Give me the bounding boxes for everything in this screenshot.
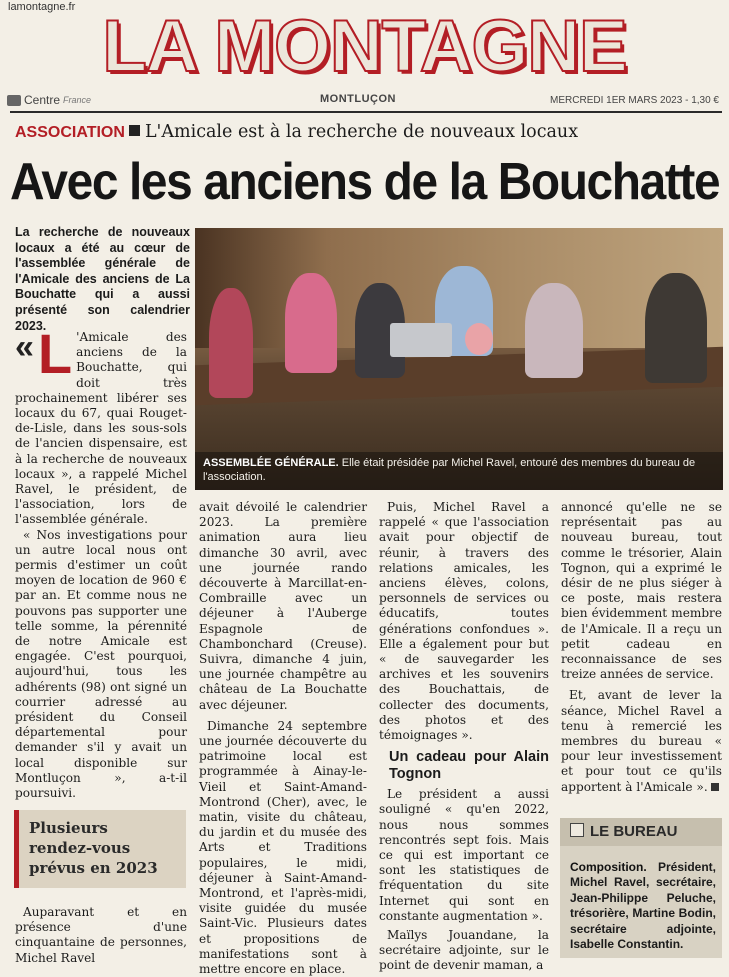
drop-cap: L	[37, 322, 73, 385]
column-4-paragraph-2-text: Et, avant de lever la séance, Michel Ravel a tenu à remercié les membres du bureau « pour leur investissement et pour tout ce qu'ils apportent à l'Amicale ».	[561, 688, 722, 794]
column-2-paragraph-2: Dimanche 24 septembre une journée découverte du patrimoine local est programmée à Ainay-le-Vieil et Saint-Amand-Montrond (Cher), avec, le matin, visite du château, du jardin et du musée des Arts et Traditions populaires, le midi, déjeuner à Saint-Amand-Montrond, et l'après-midi, visite guidée du musée Saint-Vic. Plusieurs dates et propositions de manifestations sont à mettre encore en place.	[199, 718, 367, 977]
rendezvous-box: Plusieurs rendez-vous prévus en 2023	[14, 810, 186, 888]
caption-label: ASSEMBLÉE GÉNÉRALE.	[203, 457, 339, 469]
kicker-text: L'Amicale est à la recherche de nouveaux locaux	[144, 122, 579, 142]
column-1-paragraph-3: Auparavant et en présence d'une cinquantaine de personnes, Michel Ravel	[15, 905, 187, 965]
bureau-header	[560, 818, 722, 846]
website-url: lamontagne.fr	[8, 1, 76, 13]
column-1-paragraph-2: « Nos investigations pour un autre local nous ont permis d'estimer un coût moyen de location de 960 € par an. Et comme nous ne pouvons pas supporter une telle somme, la pérennité de notre Amicale est engagée. C'est pourquoi, aujourd'hui, tous les adhérents (98) ont signé un courrier adressé au président du Conseil départemental pour demander s'il y avait un local disponible sur Montluçon », a-t-il poursuivi.	[15, 527, 187, 801]
article-subhead: Un cadeau pour Alain Tognon	[389, 749, 549, 783]
centre-france-logo-icon	[7, 95, 21, 106]
bureau-text: Président, Michel Ravel, secrétaire, Jean-Philippe Peluche, trésorière, Martine Bodin, secrétaire adjointe, Isabelle Constantin.	[570, 860, 716, 952]
column-3-paragraph-1: Puis, Michel Ravel a rappelé « que l'association avait pour objectif de réunir, à travers des relations amicales, les anciens élèves, colons, personnels de services ou éducatifs, toutes générations confondues ». Elle a également pour but « de sauvegarder les archives et les souvenirs des Bouchattais, de collecter des documents, des photos et des témoignages ».	[379, 500, 549, 743]
square-bullet-icon	[129, 125, 140, 136]
column-4-paragraph-2	[561, 688, 722, 794]
column-3-paragraph-2: Le président a aussi souligné « qu'en 2022, nous nous sommes rencontrés sept fois. Mais ce qui est important ce sont les statistiques de fréquentation du site Internet qui sont en constante augmentation ».	[379, 787, 549, 923]
bureau-composition	[570, 860, 716, 952]
group-name: Centre	[24, 93, 61, 107]
article-standfirst: La recherche de nouveaux locaux a été au cœur de l'assemblée générale de l'Amicale des anciens de La Bouchatte qui a aussi présenté son calendrier 2023.	[15, 225, 190, 333]
article-photo	[195, 228, 723, 490]
article-kicker	[15, 122, 578, 142]
column-1-paragraph-1: 'Amicale des anciens de la Bouchatte, qui doit très prochainement libérer ses locaux du 67, quai Rouget-de-Lisle, dans les sous-sols de l'ancien dispensaire, est à la recherche de nouveaux locaux », a rappelé Michel Ravel, le président, de l'association, lors de l'assemblée générale.	[15, 330, 187, 527]
article-column-4	[561, 500, 722, 795]
article-column-3	[379, 500, 549, 974]
bureau-box	[560, 818, 722, 958]
bureau-lead: Composition.	[570, 860, 647, 874]
bureau-title: LE BUREAU	[590, 823, 678, 840]
header-rule	[10, 111, 722, 113]
column-4-paragraph-1: annoncé qu'elle ne se représentait pas au nouveau bureau, tout comme le trésorier, Alain Tognon, qui a exprimé le désir de ne plus siéger à ce poste, mais restera bien évidemment membre de l'Amicale. Il a reçu un petit cadeau en reconnaissance de ses treize années de service.	[561, 500, 722, 682]
caption-text: Elle était présidée par Michel Ravel, entouré des membres du bureau de l'association.	[203, 457, 696, 483]
newspaper-masthead: LA MONTAGNE	[102, 6, 627, 87]
checkbox-square-icon	[570, 823, 584, 837]
column-2-paragraph-1: avait dévoilé le calendrier 2023. La première animation aura lieu dimanche 30 avril, avec une journée rando découverte à Marcillat-en-Combraille avec un déjeuner à l'Auberge Espagnole de Chambonchard (Creuse). Suivra, dimanche 4 juin, une journée champêtre au château de La Bouchatte avec déjeuner.	[199, 500, 367, 712]
group-logo	[7, 93, 91, 107]
open-quote: «	[15, 328, 34, 366]
rubric-label: ASSOCIATION	[15, 124, 125, 141]
article-column-1-end	[15, 905, 187, 966]
article-column-2	[199, 500, 367, 977]
issue-dateline: MERCREDI 1ER MARS 2023 - 1,30 €	[550, 95, 719, 106]
column-3-paragraph-3: Maïlys Jouandane, la secrétaire adjointe, sur le point de devenir maman, a	[379, 928, 549, 973]
article-headline: Avec les anciens de la Bouchatte	[10, 153, 720, 211]
article-column-1	[15, 322, 187, 801]
group-suffix: France	[63, 95, 92, 105]
photo-caption	[195, 452, 723, 490]
end-square-icon	[711, 783, 719, 791]
edition-name: MONTLUÇON	[320, 93, 396, 105]
